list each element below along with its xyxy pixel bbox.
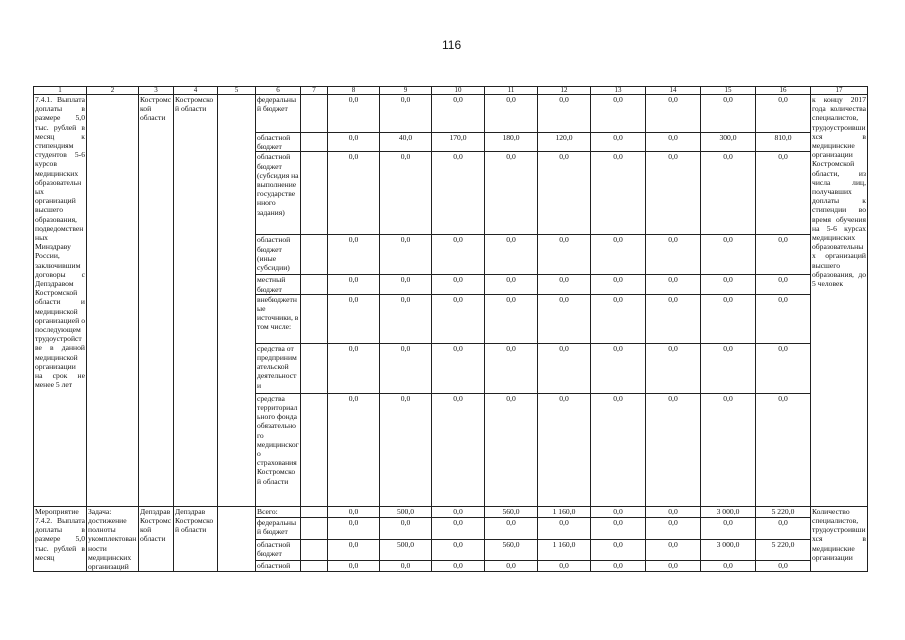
value-cell: 500,0 bbox=[380, 540, 432, 561]
header-cell: 12 bbox=[538, 87, 591, 95]
empty-cell bbox=[301, 235, 328, 275]
funding-source: Всего: bbox=[256, 506, 301, 517]
value-cell: 0,0 bbox=[485, 517, 538, 539]
header-cell: 16 bbox=[756, 87, 811, 95]
value-cell: 0,0 bbox=[701, 294, 756, 343]
value-cell: 0,0 bbox=[646, 506, 701, 517]
value-cell: 0,0 bbox=[538, 561, 591, 572]
value-cell: 0,0 bbox=[646, 95, 701, 133]
budget-table bbox=[33, 86, 868, 572]
header-cell: 5 bbox=[218, 87, 256, 95]
header-cell: 14 bbox=[646, 87, 701, 95]
value-cell: 0,0 bbox=[432, 152, 485, 235]
header-cell: 13 bbox=[591, 87, 646, 95]
value-cell: 0,0 bbox=[485, 393, 538, 506]
result-indicator: к концу 2017 года количества специалистов, трудоустроившихся в медицинские организации Костромской области, из числа лиц, получавших доплаты к стипендии во время обучения на 5-6 курсах медицинских образовательных организаций высшего образования, до 5 человек bbox=[811, 95, 868, 507]
value-cell: 5 220,0 bbox=[756, 540, 811, 561]
value-cell: 0,0 bbox=[432, 235, 485, 275]
value-cell: 0,0 bbox=[328, 393, 380, 506]
value-cell: 0,0 bbox=[646, 343, 701, 393]
value-cell: 0,0 bbox=[591, 393, 646, 506]
header-cell: 2 bbox=[87, 87, 139, 95]
value-cell: 0,0 bbox=[485, 275, 538, 294]
value-cell: 0,0 bbox=[701, 343, 756, 393]
table-row bbox=[34, 506, 868, 517]
value-cell: 0,0 bbox=[485, 561, 538, 572]
value-cell: 0,0 bbox=[646, 275, 701, 294]
value-cell: 0,0 bbox=[328, 540, 380, 561]
value-cell: 560,0 bbox=[485, 540, 538, 561]
value-cell: 0,0 bbox=[432, 506, 485, 517]
funding-source: федеральный бюджет bbox=[256, 517, 301, 539]
empty-cell bbox=[218, 506, 256, 571]
funding-source: областной бюджет bbox=[256, 540, 301, 561]
header-row bbox=[34, 87, 868, 95]
header-cell: 1 bbox=[34, 87, 87, 95]
header-cell: 17 bbox=[811, 87, 868, 95]
empty-cell bbox=[218, 95, 256, 507]
funding-source: областной bbox=[256, 561, 301, 572]
value-cell: 0,0 bbox=[380, 235, 432, 275]
measure-name: Мероприятие 7.4.2. Выплата доплаты в размере 5,0 тыс. рублей в месяц bbox=[34, 506, 87, 571]
table-row bbox=[34, 95, 868, 133]
value-cell: 0,0 bbox=[538, 95, 591, 133]
empty-cell bbox=[301, 294, 328, 343]
value-cell: 0,0 bbox=[538, 517, 591, 539]
value-cell: 0,0 bbox=[538, 294, 591, 343]
value-cell: 500,0 bbox=[380, 506, 432, 517]
value-cell: 0,0 bbox=[538, 343, 591, 393]
value-cell: 0,0 bbox=[328, 343, 380, 393]
task-cell bbox=[87, 95, 139, 507]
value-cell: 0,0 bbox=[485, 235, 538, 275]
header-cell: 9 bbox=[380, 87, 432, 95]
value-cell: 0,0 bbox=[646, 152, 701, 235]
value-cell: 0,0 bbox=[591, 133, 646, 152]
value-cell: 0,0 bbox=[380, 152, 432, 235]
value-cell: 3 000,0 bbox=[701, 506, 756, 517]
funding-source: средства территориального фонда обязательного медицинского страхования Костромской области bbox=[256, 393, 301, 506]
value-cell: 3 000,0 bbox=[701, 540, 756, 561]
value-cell: 0,0 bbox=[646, 294, 701, 343]
funding-source: средства от предпринимательской деятельности bbox=[256, 343, 301, 393]
header-cell: 15 bbox=[701, 87, 756, 95]
value-cell: 0,0 bbox=[646, 133, 701, 152]
result-indicator: Количество специалистов, трудоустроившихся в медицинские организации bbox=[811, 506, 868, 571]
value-cell: 0,0 bbox=[538, 275, 591, 294]
header-cell: 8 bbox=[328, 87, 380, 95]
value-cell: 0,0 bbox=[701, 152, 756, 235]
value-cell: 0,0 bbox=[432, 561, 485, 572]
funding-source: областной бюджет (субсидия на выполнение государственного задания) bbox=[256, 152, 301, 235]
value-cell: 0,0 bbox=[591, 540, 646, 561]
value-cell: 0,0 bbox=[432, 275, 485, 294]
value-cell: 0,0 bbox=[485, 343, 538, 393]
value-cell: 0,0 bbox=[485, 294, 538, 343]
header-cell: 3 bbox=[139, 87, 174, 95]
funding-source: областной бюджет (иные субсидии) bbox=[256, 235, 301, 275]
value-cell: 0,0 bbox=[756, 517, 811, 539]
value-cell: 300,0 bbox=[701, 133, 756, 152]
value-cell: 0,0 bbox=[756, 275, 811, 294]
value-cell: 5 220,0 bbox=[756, 506, 811, 517]
empty-cell bbox=[301, 517, 328, 539]
value-cell: 0,0 bbox=[701, 561, 756, 572]
value-cell: 1 160,0 bbox=[538, 506, 591, 517]
value-cell: 0,0 bbox=[591, 517, 646, 539]
empty-cell bbox=[301, 133, 328, 152]
empty-cell bbox=[301, 275, 328, 294]
value-cell: 0,0 bbox=[756, 152, 811, 235]
task-cell: Задача: достижение полноты укомплектованности медицинских организаций bbox=[87, 506, 139, 571]
value-cell: 0,0 bbox=[432, 540, 485, 561]
value-cell: 0,0 bbox=[485, 152, 538, 235]
value-cell: 0,0 bbox=[701, 393, 756, 506]
value-cell: 0,0 bbox=[328, 517, 380, 539]
coexecutor-cell: Костромской области bbox=[174, 95, 218, 507]
measure-name: 7.4.1. Выплата доплаты в размере 5,0 тыс. рублей в месяц к стипендиям студентов 5-6 курсов медицинских образовательных организаций высшего образования, подведомственных Минздраву России, заключившим договоры с Депздравом Костромской области и медицинской организацией о последующем трудоустройстве в данной медицинской организации на срок не менее 5 лет bbox=[34, 95, 87, 507]
value-cell: 0,0 bbox=[538, 152, 591, 235]
value-cell: 0,0 bbox=[485, 95, 538, 133]
value-cell: 0,0 bbox=[756, 235, 811, 275]
value-cell: 0,0 bbox=[591, 275, 646, 294]
value-cell: 0,0 bbox=[591, 506, 646, 517]
value-cell: 0,0 bbox=[591, 561, 646, 572]
value-cell: 0,0 bbox=[646, 235, 701, 275]
value-cell: 0,0 bbox=[756, 95, 811, 133]
empty-cell bbox=[301, 343, 328, 393]
funding-source: внебюджетные источники, в том числе: bbox=[256, 294, 301, 343]
header-cell: 10 bbox=[432, 87, 485, 95]
value-cell: 0,0 bbox=[432, 517, 485, 539]
value-cell: 0,0 bbox=[432, 294, 485, 343]
value-cell: 0,0 bbox=[328, 133, 380, 152]
value-cell: 0,0 bbox=[328, 95, 380, 133]
value-cell: 1 160,0 bbox=[538, 540, 591, 561]
value-cell: 0,0 bbox=[701, 95, 756, 133]
value-cell: 0,0 bbox=[380, 294, 432, 343]
value-cell: 0,0 bbox=[328, 275, 380, 294]
value-cell: 0,0 bbox=[328, 235, 380, 275]
header-cell: 7 bbox=[301, 87, 328, 95]
value-cell: 0,0 bbox=[432, 95, 485, 133]
value-cell: 0,0 bbox=[701, 235, 756, 275]
value-cell: 810,0 bbox=[756, 133, 811, 152]
value-cell: 0,0 bbox=[538, 235, 591, 275]
value-cell: 0,0 bbox=[380, 275, 432, 294]
value-cell: 0,0 bbox=[380, 343, 432, 393]
value-cell: 0,0 bbox=[591, 95, 646, 133]
value-cell: 0,0 bbox=[328, 152, 380, 235]
value-cell: 0,0 bbox=[380, 517, 432, 539]
header-cell: 11 bbox=[485, 87, 538, 95]
value-cell: 0,0 bbox=[591, 235, 646, 275]
value-cell: 0,0 bbox=[328, 506, 380, 517]
value-cell: 0,0 bbox=[538, 393, 591, 506]
empty-cell bbox=[301, 95, 328, 133]
empty-cell bbox=[301, 540, 328, 561]
value-cell: 0,0 bbox=[646, 393, 701, 506]
value-cell: 560,0 bbox=[485, 506, 538, 517]
value-cell: 0,0 bbox=[591, 343, 646, 393]
executor-cell: Депздрав Костромской области bbox=[139, 506, 174, 571]
value-cell: 0,0 bbox=[701, 275, 756, 294]
value-cell: 0,0 bbox=[756, 393, 811, 506]
coexecutor-cell: Депздрав Костромской области bbox=[174, 506, 218, 571]
value-cell: 170,0 bbox=[432, 133, 485, 152]
value-cell: 0,0 bbox=[328, 561, 380, 572]
value-cell: 0,0 bbox=[756, 561, 811, 572]
value-cell: 0,0 bbox=[756, 343, 811, 393]
value-cell: 120,0 bbox=[538, 133, 591, 152]
value-cell: 0,0 bbox=[591, 294, 646, 343]
header-cell: 4 bbox=[174, 87, 218, 95]
value-cell: 40,0 bbox=[380, 133, 432, 152]
empty-cell bbox=[301, 152, 328, 235]
value-cell: 0,0 bbox=[380, 95, 432, 133]
empty-cell bbox=[301, 506, 328, 517]
empty-cell bbox=[301, 561, 328, 572]
value-cell: 0,0 bbox=[646, 561, 701, 572]
value-cell: 0,0 bbox=[646, 517, 701, 539]
funding-source: областной бюджет bbox=[256, 133, 301, 152]
value-cell: 180,0 bbox=[485, 133, 538, 152]
value-cell: 0,0 bbox=[380, 393, 432, 506]
value-cell: 0,0 bbox=[432, 393, 485, 506]
page-number: 116 bbox=[442, 38, 462, 52]
funding-source: местный бюджет bbox=[256, 275, 301, 294]
executor-cell: Костромской области bbox=[139, 95, 174, 507]
header-cell: 6 bbox=[256, 87, 301, 95]
value-cell: 0,0 bbox=[432, 343, 485, 393]
value-cell: 0,0 bbox=[756, 294, 811, 343]
value-cell: 0,0 bbox=[591, 152, 646, 235]
value-cell: 0,0 bbox=[701, 517, 756, 539]
value-cell: 0,0 bbox=[646, 540, 701, 561]
funding-source: федеральный бюджет bbox=[256, 95, 301, 133]
empty-cell bbox=[301, 393, 328, 506]
value-cell: 0,0 bbox=[328, 294, 380, 343]
value-cell: 0,0 bbox=[380, 561, 432, 572]
